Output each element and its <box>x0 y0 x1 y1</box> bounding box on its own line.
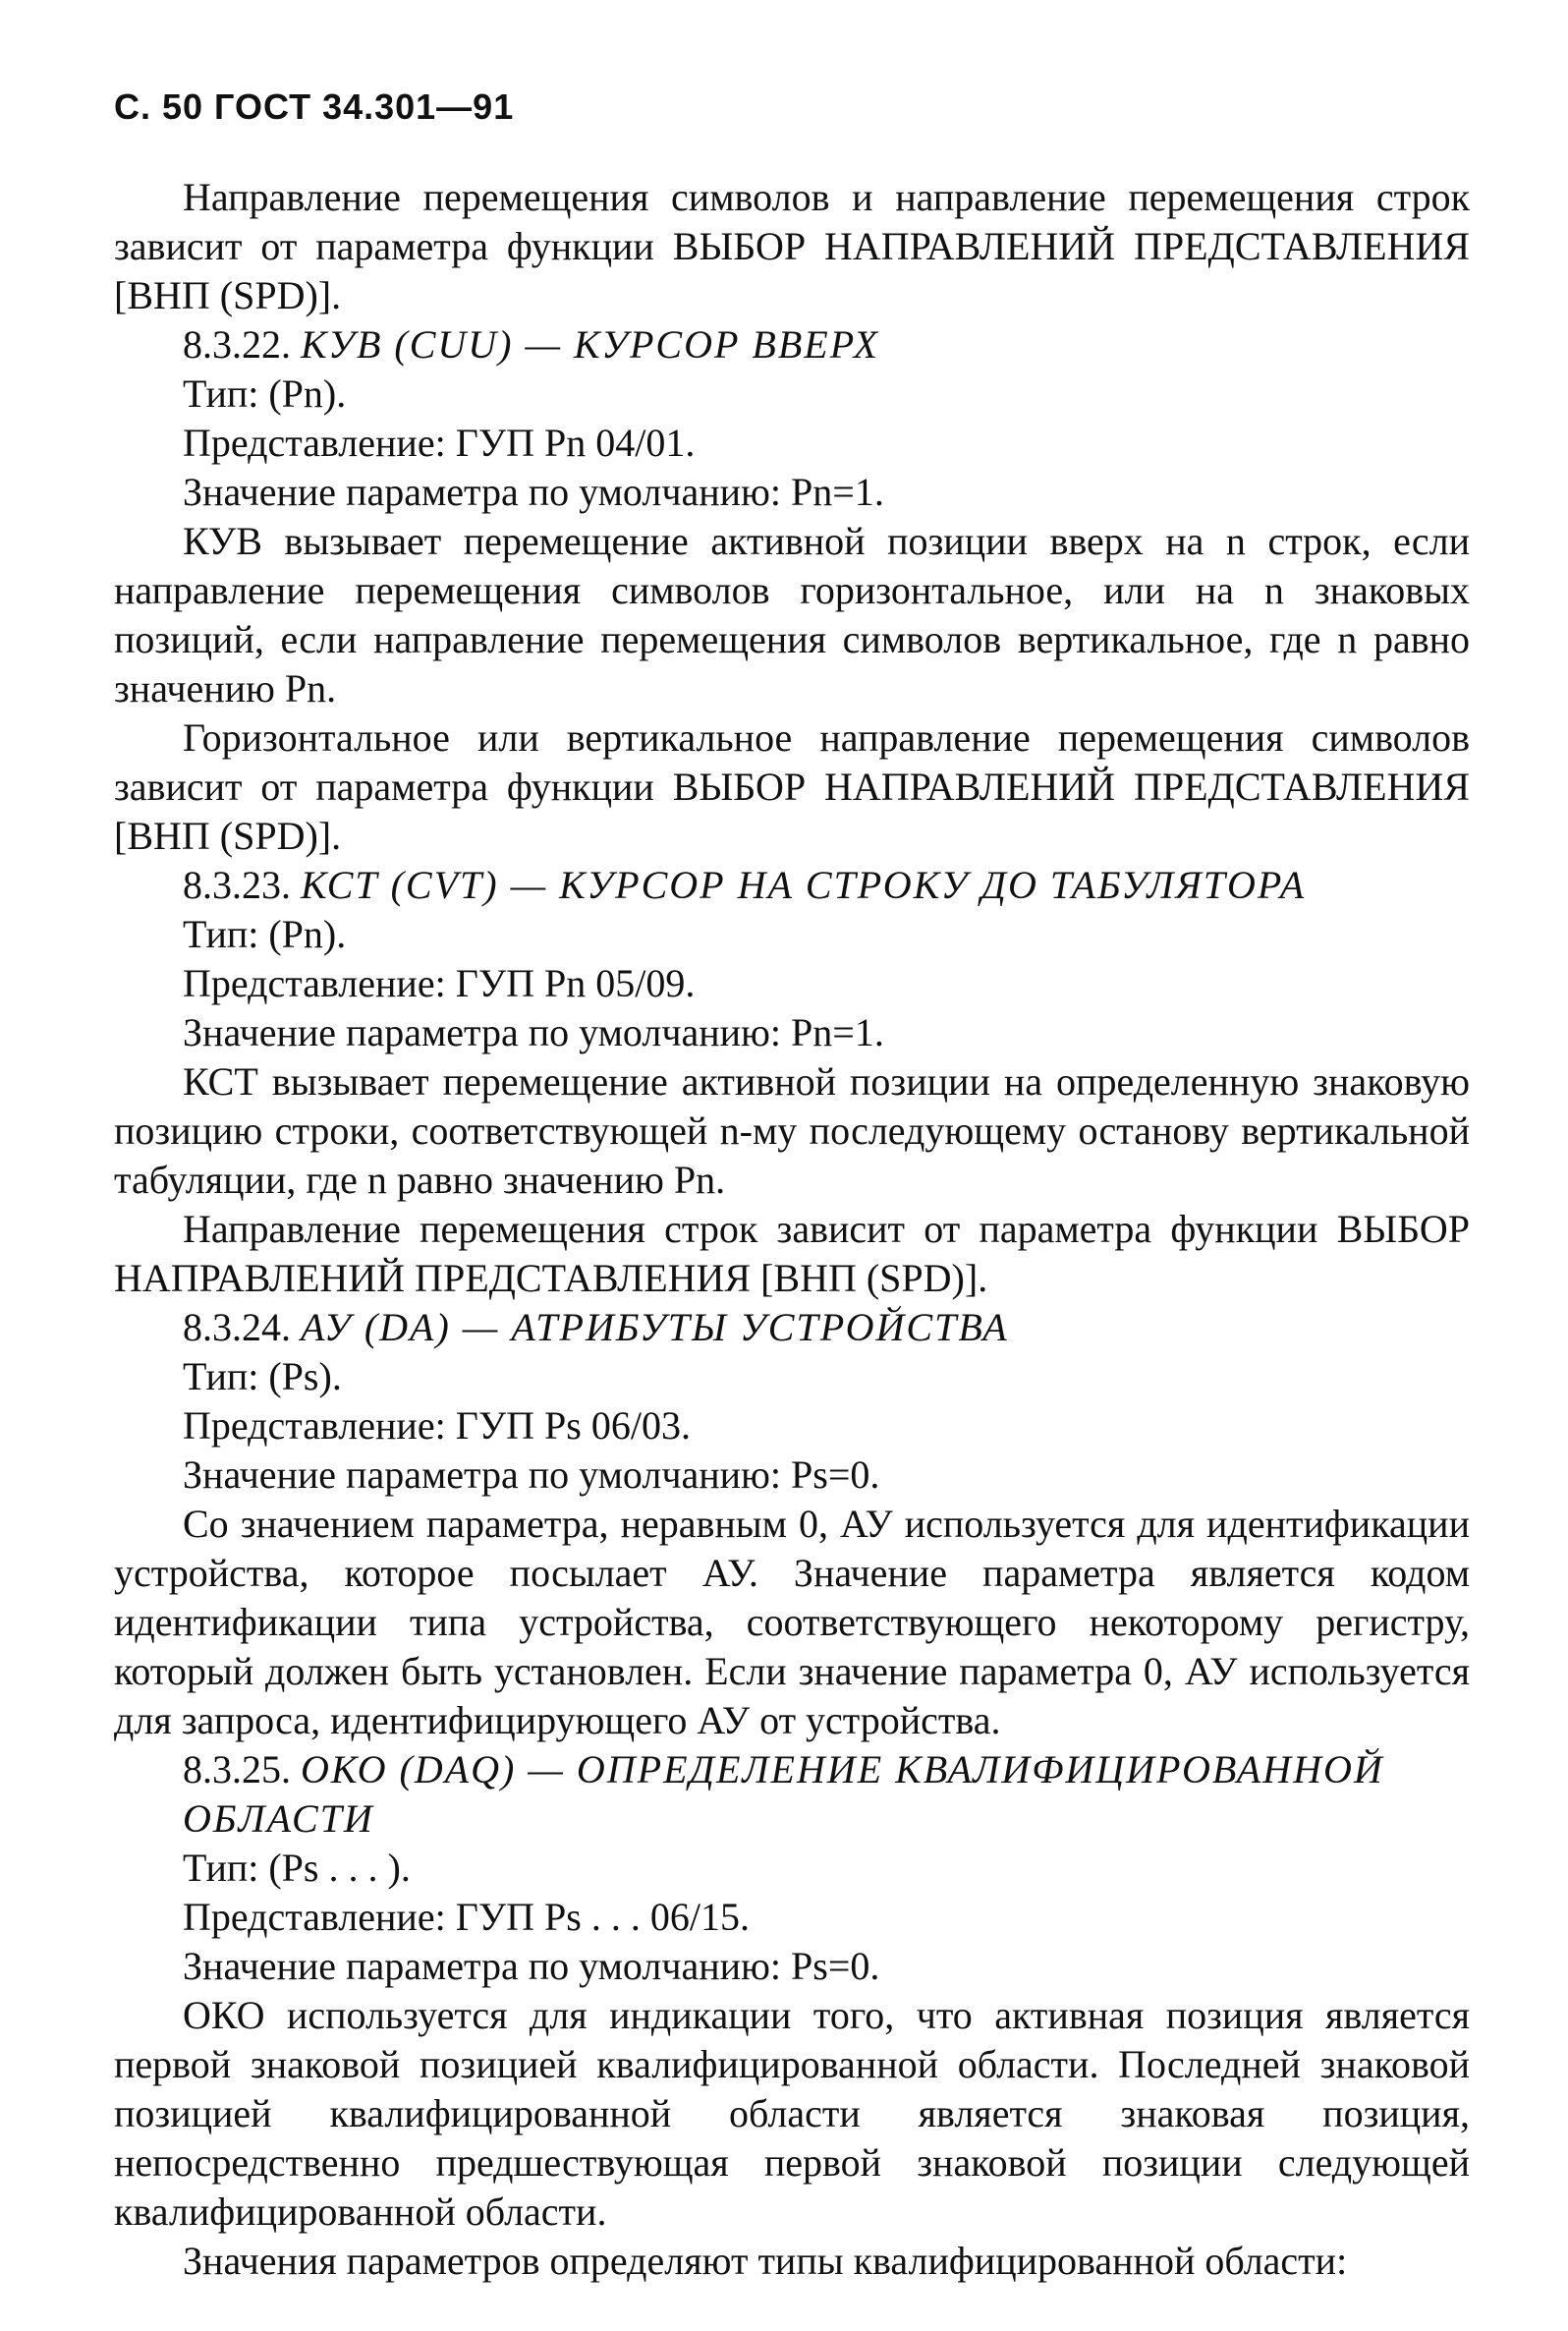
paragraph: ОКО используется для индикации того, что активная позиция является первой знаковой позицией квалифицированной области. Последней знаковой позицией квалифицированной области является знаковая позиция, непосредственно предшествующая первой знаковой позиции следующей квалифицированной области. <box>114 1993 1470 2234</box>
page-header: С. 50 ГОСТ 34.301—91 <box>114 86 515 127</box>
section-number: 8.3.22. <box>183 322 291 367</box>
section-heading <box>183 320 1470 370</box>
paragraph: Горизонтальное или вертикальное направление перемещения символов зависит от параметра функции ВЫБОР НАПРАВЛЕНИЙ ПРЕДСТАВЛЕНИЯ [ВНП (SPD)]. <box>114 715 1470 858</box>
paragraph: Направление перемещения символов и направление перемещения строк зависит от параметра функции ВЫБОР НАПРАВЛЕНИЙ ПРЕДСТАВЛЕНИЯ [ВНП (SPD)]. <box>114 175 1470 317</box>
section-heading <box>183 1745 1470 1844</box>
section-number: 8.3.23. <box>183 863 291 907</box>
attribute-line: Представление: ГУП Pn 04/01. <box>183 421 696 465</box>
attribute-line: Значение параметра по умолчанию: Pn=1. <box>183 470 884 514</box>
paragraph: Значения параметров определяют типы квалифицированной области: <box>183 2239 1348 2283</box>
attribute-line: Представление: ГУП Ps . . . 06/15. <box>183 1895 750 1939</box>
attribute-line: Тип: (Ps . . . ). <box>183 1846 411 1890</box>
paragraph: КСТ вызывает перемещение активной позиции на определенную знаковую позицию строки, соответствующей n-му последующему останову вертикальной табуляции, где n равно значению Pn. <box>114 1059 1470 1202</box>
attribute-line: Представление: ГУП Pn 05/09. <box>183 961 696 1005</box>
paragraph: КУВ вызывает перемещение активной позиции вверх на n строк, если направление перемещения символов горизонтальное, или на n знаковых позиций, если направление перемещения символов вертикальное, где n равно значению Pn. <box>114 519 1470 711</box>
attribute-line: Значение параметра по умолчанию: Ps=0. <box>183 1944 880 1988</box>
attribute-line: Представление: ГУП Ps 06/03. <box>183 1403 691 1448</box>
section-title: КУВ (CUU) — КУРСОР ВВЕРХ <box>301 322 880 367</box>
attribute-line: Значение параметра по умолчанию: Pn=1. <box>183 1010 884 1054</box>
section-number: 8.3.24. <box>183 1305 291 1349</box>
section-heading <box>183 861 1470 910</box>
document-page <box>114 86 1470 2286</box>
attribute-line: Тип: (Pn). <box>183 371 347 416</box>
paragraph: Со значением параметра, неравным 0, АУ используется для идентификации устройства, которое посылает АУ. Значение параметра является кодом идентификации типа устройства, соответствующего некоторому регистру, который должен быть установлен. Если значение параметра 0, АУ используется для запроса, идентифицирующего АУ от устройства. <box>114 1502 1470 1742</box>
section-number: 8.3.25. <box>183 1747 291 1791</box>
attribute-line: Тип: (Ps). <box>183 1354 342 1398</box>
attribute-line: Тип: (Pn). <box>183 912 347 956</box>
attribute-line: Значение параметра по умолчанию: Ps=0. <box>183 1452 880 1497</box>
section-heading <box>183 1303 1470 1352</box>
section-title: АУ (DA) — АТРИБУТЫ УСТРОЙСТВА <box>301 1305 1009 1349</box>
paragraph: Направление перемещения строк зависит от параметра функции ВЫБОР НАПРАВЛЕНИЙ ПРЕДСТАВЛЕНИЯ [ВНП (SPD)]. <box>114 1207 1470 1300</box>
document-body <box>114 173 1470 2286</box>
section-title: ОКО (DAQ) — ОПРЕДЕЛЕНИЕ КВАЛИФИЦИРОВАННОЙ ОБЛАСТИ <box>183 1747 1384 1841</box>
section-title: КСТ (CVT) — КУРСОР НА СТРОКУ ДО ТАБУЛЯТОРА <box>301 863 1307 907</box>
